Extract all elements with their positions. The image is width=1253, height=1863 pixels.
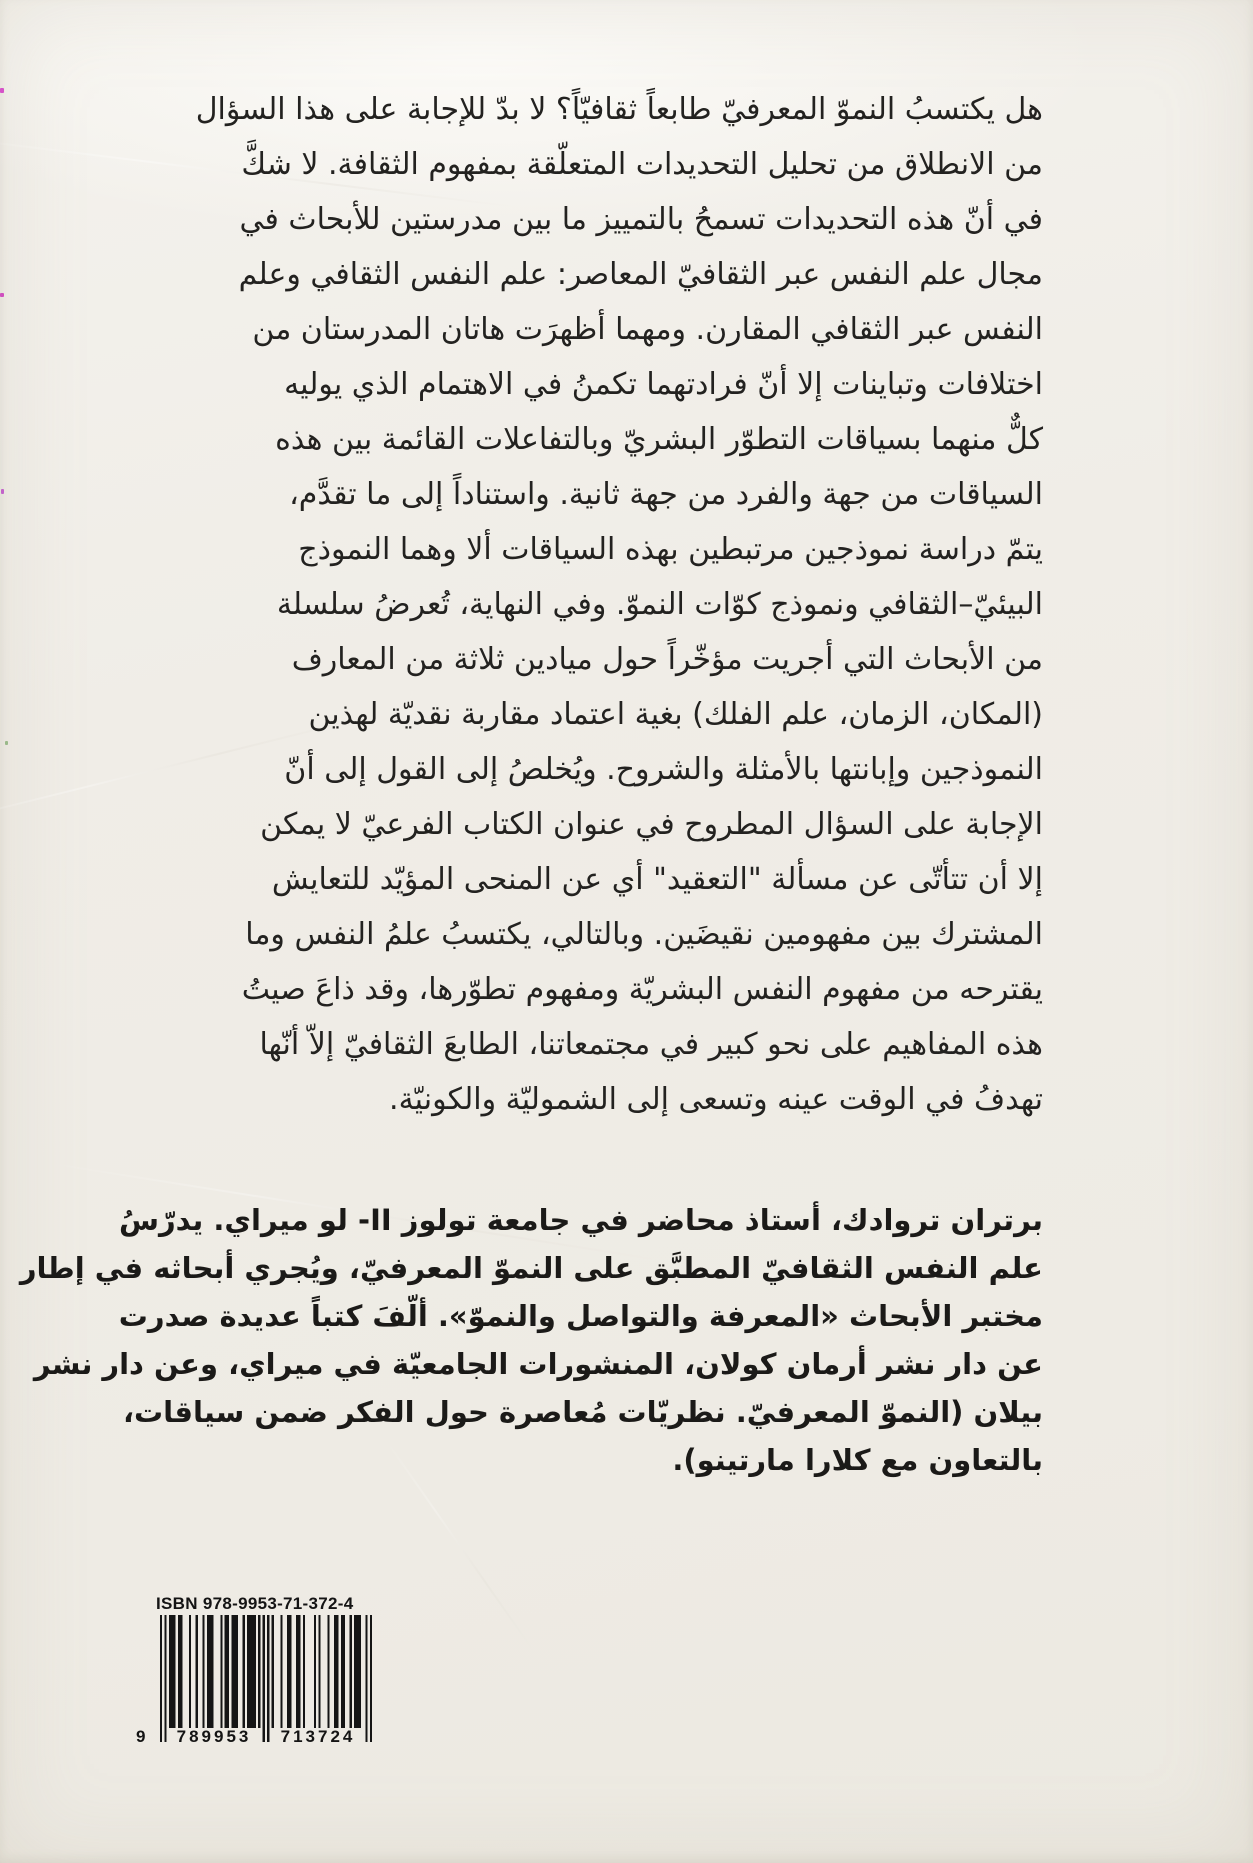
isbn-label: ISBN 978-9953-71-372-4	[156, 1594, 354, 1613]
scan-speck	[1, 489, 4, 494]
barcode-bars	[160, 1615, 372, 1742]
barcode-digits-left: 789953	[176, 1727, 252, 1746]
synopsis-line: هذه المفاهيم على نحو كبير في مجتمعاتنا، الطابعَ الثقافيّ إلاّ أنّها	[259, 1027, 1043, 1062]
synopsis-line: يتمّ دراسة نموذجين مرتبطين بهذه السياقات ألا وهما النموذج	[298, 532, 1043, 567]
synopsis-line: اختلافات وتباينات إلا أنّ فرادتهما تكمنُ في الاهتمام الذي يوليه	[284, 367, 1043, 402]
author-bio-line: مختبر الأبحاث «المعرفة والتواصل والنموّ». ألّفَ كتباً عديدة صدرت	[118, 1299, 1043, 1333]
synopsis-line: السياقات من جهة والفرد من جهة ثانية. واستناداً إلى ما تقدَّم،	[289, 477, 1043, 512]
synopsis-line: المشترك بين مفهومين نقيضَين. وبالتالي، يكتسبُ علمُ النفس وما	[245, 917, 1043, 952]
synopsis-line: إلا أن تتأتّى عن مسألة "التعقيد" أي عن المنحى المؤيّد للتعايش	[271, 862, 1043, 897]
synopsis-paragraph	[195, 82, 1043, 1127]
synopsis-line: تهدفُ في الوقت عينه وتسعى إلى الشموليّة والكونيّة.	[389, 1082, 1043, 1117]
scan-speck	[5, 741, 8, 745]
synopsis-line: يقترحه من مفهوم النفس البشريّة ومفهوم تطوّرها، وقد ذاعَ صيتُ	[241, 972, 1043, 1007]
synopsis-line: من الأبحاث التي أجريت مؤخّراً حول ميادين ثلاثة من المعارف	[291, 642, 1043, 677]
author-bio-line: برتران تروادك، أستاذ محاضر في جامعة تولوز II- لو ميراي. يدرّسُ	[118, 1203, 1043, 1237]
synopsis-line: الإجابة على السؤال المطروح في عنوان الكتاب الفرعيّ لا يمكن	[260, 807, 1043, 842]
author-bio-line: بالتعاون مع كلارا مارتينو).	[672, 1443, 1043, 1477]
scan-speck	[0, 293, 4, 297]
synopsis-line: النموذجين وإبانتها بالأمثلة والشروح. ويُخلصُ إلى القول إلى أنّ	[284, 752, 1043, 787]
synopsis-line: كلٌّ منهما بسياقات التطوّر البشريّ وبالتفاعلات القائمة بين هذه	[275, 422, 1043, 457]
author-bio-line: عن دار نشر أرمان كولان، المنشورات الجامعيّة في ميراي، وعن دار نشر	[33, 1347, 1043, 1381]
synopsis-line: من الانطلاق من تحليل التحديدات المتعلّقة بمفهوم الثقافة. لا شكَّ	[241, 147, 1043, 182]
synopsis-line: هل يكتسبُ النموّ المعرفيّ طابعاً ثقافيّاً؟ لا بدّ للإجابة على هذا السؤال	[195, 92, 1043, 127]
synopsis-line: البيئيّ–الثقافي ونموذج كوّات النموّ. وفي النهاية، تُعرضُ سلسلة	[276, 587, 1043, 622]
synopsis-line: مجال علم النفس عبر الثقافيّ المعاصر: علم النفس الثقافي وعلم	[238, 257, 1043, 292]
isbn-barcode	[128, 1596, 384, 1766]
barcode-digit-first: 9	[136, 1727, 146, 1746]
author-bio-line: علم النفس الثقافيّ المطبَّق على النموّ المعرفيّ، ويُجري أبحاثه في إطار	[19, 1251, 1043, 1285]
synopsis-line: في أنّ هذه التحديدات تسمحُ بالتمييز ما بين مدرستين للأبحاث في	[239, 202, 1043, 237]
synopsis-line: النفس عبر الثقافي المقارن. ومهما أظهرَت هاتان المدرستان من	[252, 312, 1043, 347]
synopsis-line: (المكان، الزمان، علم الفلك) بغية اعتماد مقاربة نقديّة لهذين	[308, 697, 1043, 732]
author-bio-line: بيلان (النموّ المعرفيّ. نظريّات مُعاصرة حول الفكر ضمن سياقات،	[122, 1395, 1043, 1429]
scan-speck	[0, 88, 4, 93]
author-bio-paragraph	[19, 1196, 1043, 1484]
barcode-digits-right: 713724	[280, 1727, 356, 1746]
